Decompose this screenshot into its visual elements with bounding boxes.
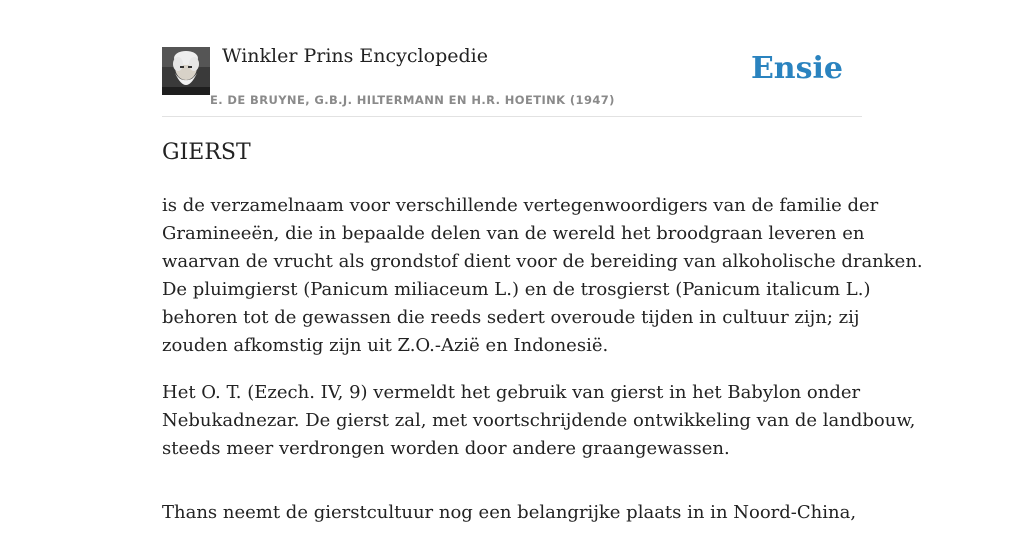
- article-paragraph: [162, 192, 923, 360]
- article-title: GIERST: [162, 140, 251, 165]
- paragraph-line: behoren tot de gewassen die reeds sedert overoude tijden in cultuur zijn; zij: [162, 307, 860, 328]
- ensie-logo[interactable]: Ensie: [750, 51, 843, 86]
- paragraph-line: Nebukadnezar. De gierst zal, met voortschrijdende ontwikkeling van de landbouw,: [162, 410, 916, 431]
- paragraph-line: waarvan de vrucht als grondstof dient voor de bereiding van alkoholische dranken.: [162, 251, 923, 272]
- paragraph-line: zouden afkomstig zijn uit Z.O.-Azië en Indonesië.: [162, 335, 609, 356]
- paragraph-line: is de verzamelnaam voor verschillende vertegenwoordigers van de familie der: [162, 195, 879, 216]
- paragraph-line: steeds meer verdrongen worden door andere graangewassen.: [162, 438, 730, 459]
- paragraph-line: Het O. T. (Ezech. IV, 9) vermeldt het gebruik van gierst in het Babylon onder: [162, 382, 861, 403]
- article-body: [162, 192, 923, 546]
- paragraph-line: De pluimgierst (Panicum miliaceum L.) en de trosgierst (Panicum italicum L.): [162, 279, 871, 300]
- authors-line: E. DE BRUYNE, G.B.J. HILTERMANN EN H.R. HOETINK (1947): [210, 93, 615, 107]
- paragraph-line: Thans neemt de gierstcultuur nog een belangrijke plaats in in Noord-China,: [162, 502, 857, 523]
- article-paragraph: [162, 379, 916, 463]
- paragraph-line: Gramineeën, die in bepaalde delen van de wereld het broodgraan leveren en: [162, 223, 865, 244]
- portrait-image: [162, 47, 210, 95]
- article-paragraph: [162, 499, 862, 527]
- header: [162, 0, 862, 117]
- author-portrait: [162, 47, 210, 95]
- encyclopedia-title[interactable]: Winkler Prins Encyclopedie: [222, 45, 488, 67]
